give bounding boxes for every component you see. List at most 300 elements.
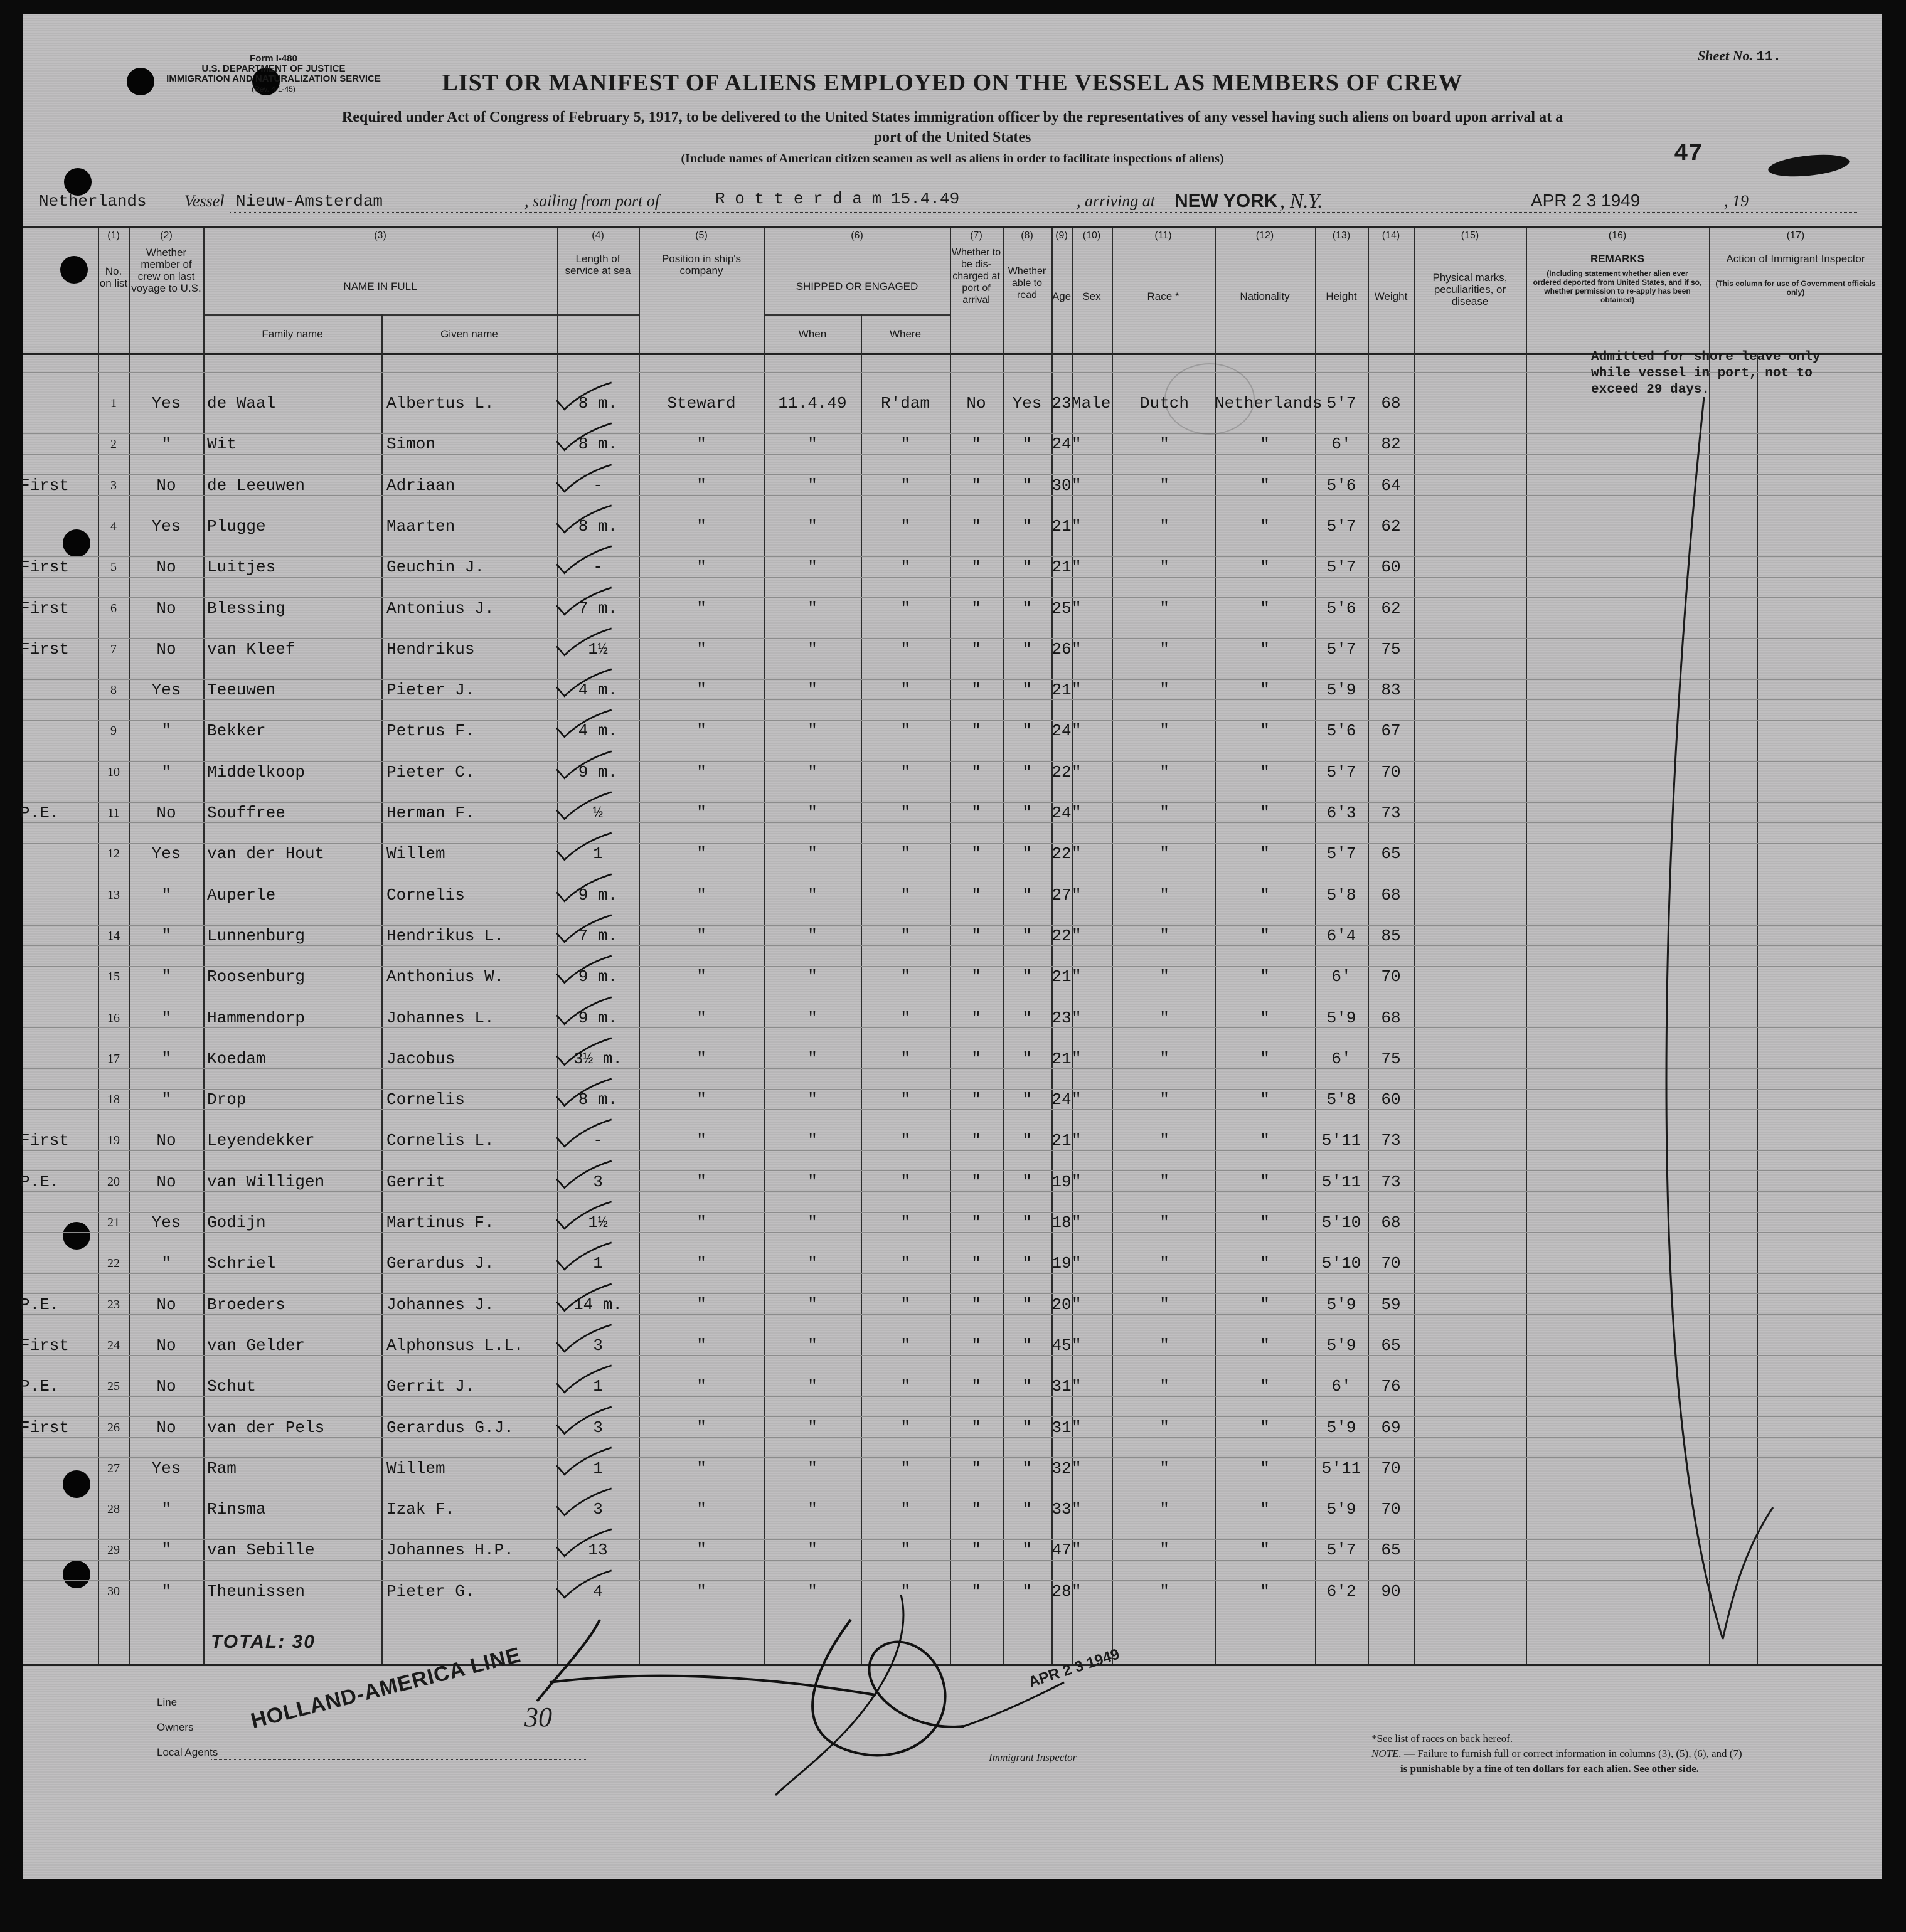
form-instruction: (Include names of American citizen seamen as well as aliens in order to facilitate inspections of aliens) — [681, 152, 1224, 166]
col-num: (10) — [1082, 230, 1101, 241]
cell-last: No — [156, 475, 176, 495]
cell-when: " — [807, 1090, 817, 1110]
cell-family: Teeuwen — [207, 681, 276, 700]
cell-service: - — [593, 558, 603, 577]
check-mark-icon — [550, 1241, 619, 1273]
cell-no: 14 — [107, 928, 120, 943]
ruled-line — [23, 1273, 1882, 1274]
cell-service: - — [593, 475, 603, 495]
cell-weight: 62 — [1381, 516, 1401, 536]
company-stamp: HOLLAND-AMERICA LINE — [248, 1643, 523, 1733]
cell-no: 5 — [110, 560, 117, 575]
check-mark-icon — [550, 1528, 619, 1559]
col-header-remarks-note: (Including statement whether alien ever ordered deported from United States, and if so, whether permission to re-apply has been obtained) — [1533, 269, 1702, 304]
cell-disch: " — [971, 639, 981, 659]
arriving-label: , arriving at — [1077, 192, 1155, 210]
cell-sex: " — [1072, 844, 1082, 864]
cell-disch: " — [971, 435, 981, 454]
cell-when: " — [807, 1049, 817, 1068]
cell-service: 8 m. — [578, 435, 618, 454]
cell-service: 4 m. — [578, 681, 618, 700]
cell-note: First — [20, 598, 70, 618]
ruled-line — [23, 577, 1882, 578]
cell-nat: " — [1260, 681, 1270, 700]
cell-nat: " — [1260, 1090, 1270, 1110]
cell-when: " — [807, 804, 817, 822]
cell-where: " — [900, 1008, 910, 1027]
cell-read: " — [1022, 681, 1032, 700]
cell-race: " — [1159, 598, 1169, 618]
cell-where: " — [900, 681, 910, 700]
cell-race: " — [1159, 1458, 1169, 1478]
cell-age: 23 — [1051, 1008, 1072, 1027]
cell-where: " — [900, 1458, 910, 1478]
cell-height: 5'11 — [1321, 1458, 1361, 1478]
handwritten-count: 30 — [524, 1702, 552, 1733]
cell-age: 47 — [1051, 1541, 1072, 1560]
ruled-line — [23, 1457, 1882, 1458]
arrival-port-handwritten: , N.Y. — [1280, 189, 1323, 212]
cell-position: " — [696, 1500, 706, 1519]
crew-table — [20, 226, 1882, 1666]
ruled-line — [23, 1170, 1882, 1171]
cell-age: 19 — [1051, 1254, 1072, 1273]
cell-last: " — [161, 1090, 171, 1110]
check-mark-icon — [550, 996, 619, 1027]
cell-height: 5'11 — [1321, 1131, 1361, 1150]
col-header-weight: Weight — [1374, 290, 1408, 302]
sheet-label: Sheet No. — [1698, 48, 1753, 63]
cell-weight: 76 — [1381, 1377, 1401, 1396]
cell-height: 5'9 — [1326, 681, 1356, 700]
cell-when: " — [807, 598, 817, 618]
cell-sex: " — [1072, 1295, 1082, 1314]
cell-last: Yes — [151, 394, 181, 413]
cell-nat: " — [1260, 1254, 1270, 1273]
cell-position: " — [696, 516, 706, 536]
cell-disch: No — [966, 394, 986, 413]
cell-service: 1 — [593, 1254, 603, 1273]
inspector-date-stamp: APR 2 3 1949 — [1026, 1645, 1122, 1691]
cell-weight: 68 — [1381, 1008, 1401, 1027]
ruled-line — [23, 1560, 1882, 1561]
cell-given: Gerardus G.J. — [386, 1418, 514, 1437]
cell-position: " — [696, 435, 706, 454]
cell-given: Johannes H.P. — [386, 1541, 514, 1560]
cell-when: " — [807, 967, 817, 987]
cell-weight: 70 — [1381, 762, 1401, 782]
cell-disch: " — [971, 844, 981, 864]
cell-position: " — [696, 1377, 706, 1396]
cell-given: Herman F. — [386, 804, 475, 822]
cell-age: 25 — [1051, 598, 1072, 618]
cell-where: " — [900, 1131, 910, 1150]
cell-disch: " — [971, 1541, 981, 1560]
cell-last: No — [156, 804, 176, 822]
cell-position: " — [696, 639, 706, 659]
cell-age: 28 — [1051, 1581, 1072, 1601]
cell-position: " — [696, 1541, 706, 1560]
cell-read: " — [1022, 844, 1032, 864]
cell-race: " — [1159, 967, 1169, 987]
cell-read: " — [1022, 516, 1032, 536]
cell-weight: 75 — [1381, 1049, 1401, 1068]
cell-family: Luitjes — [207, 558, 276, 577]
cell-nat: " — [1260, 1008, 1270, 1027]
cell-last: Yes — [151, 681, 181, 700]
check-mark-icon — [550, 1364, 619, 1396]
cell-read: " — [1022, 1581, 1032, 1601]
form-number: Form I-480 — [250, 53, 297, 64]
ruled-line — [23, 761, 1882, 762]
cell-read: " — [1022, 804, 1032, 822]
cell-race: " — [1159, 1295, 1169, 1314]
ruled-line — [23, 1580, 1882, 1581]
cell-disch: " — [971, 721, 981, 741]
cell-family: Ram — [207, 1458, 237, 1478]
cell-height: 6' — [1331, 1377, 1351, 1396]
cell-disch: " — [971, 762, 981, 782]
ruled-line — [23, 556, 1882, 557]
sheet-number: 11. — [1756, 49, 1782, 65]
cell-age: 27 — [1051, 885, 1072, 905]
name-subheader-rule — [203, 314, 639, 316]
cell-note: First — [20, 1418, 70, 1437]
cell-no: 15 — [107, 970, 120, 984]
cell-race: " — [1159, 1008, 1169, 1027]
cell-when: " — [807, 1458, 817, 1478]
cell-sex: " — [1072, 516, 1082, 536]
cell-given: Cornelis L. — [386, 1131, 494, 1150]
cell-race: " — [1159, 1335, 1169, 1355]
cell-given: Martinus F. — [386, 1213, 494, 1232]
cell-nat: Netherlands — [1215, 394, 1323, 413]
cell-where: " — [900, 475, 910, 495]
cell-position: " — [696, 844, 706, 864]
cell-no: 27 — [107, 1461, 120, 1475]
cell-no: 4 — [110, 519, 117, 533]
cell-age: 21 — [1051, 681, 1072, 700]
ruled-line — [23, 638, 1882, 639]
cell-when: " — [807, 1008, 817, 1027]
col-header-read: Whether able to read — [1008, 266, 1046, 300]
cell-disch: " — [971, 967, 981, 987]
cell-sex: " — [1072, 762, 1082, 782]
cell-nat: " — [1260, 721, 1270, 741]
cell-sex: " — [1072, 1335, 1082, 1355]
cell-age: 31 — [1051, 1418, 1072, 1437]
cell-service: 3½ m. — [573, 1049, 622, 1068]
cell-no: 8 — [110, 683, 117, 698]
cell-position: Steward — [667, 394, 736, 413]
cell-race: Dutch — [1139, 394, 1189, 413]
cell-height: 5'9 — [1326, 1335, 1356, 1355]
check-mark-icon — [550, 709, 619, 740]
cell-given: Alphonsus L.L. — [386, 1335, 524, 1355]
cell-given: Willem — [386, 1458, 445, 1478]
cell-no: 11 — [107, 806, 120, 820]
cell-given: Pieter C. — [386, 762, 475, 782]
cell-disch: " — [971, 1131, 981, 1150]
check-mark-icon — [550, 873, 619, 905]
total-line: TOTAL: 30 — [211, 1632, 316, 1652]
cell-when: " — [807, 1254, 817, 1273]
cell-disch: " — [971, 1090, 981, 1110]
cell-last: No — [156, 1377, 176, 1396]
cell-given: Izak F. — [386, 1500, 455, 1519]
cell-nat: " — [1260, 639, 1270, 659]
note-text: — Failure to furnish full or correct information in columns (3), (5), (6), and (7) — [1403, 1748, 1742, 1760]
cell-no: 12 — [107, 847, 120, 861]
cell-disch: " — [971, 475, 981, 495]
cell-service: 13 — [588, 1541, 608, 1560]
cell-height: 5'10 — [1321, 1213, 1361, 1232]
cell-age: 19 — [1051, 1172, 1072, 1191]
col-num: (4) — [592, 230, 604, 241]
cell-height: 6' — [1331, 1049, 1351, 1068]
cell-read: " — [1022, 926, 1032, 945]
col-num: (14) — [1382, 230, 1400, 241]
cell-service: 3 — [593, 1418, 603, 1437]
cell-no: 28 — [107, 1502, 120, 1517]
cell-note: P.E. — [20, 804, 60, 822]
col-num: (17) — [1786, 230, 1805, 241]
cell-service: 1 — [593, 1377, 603, 1396]
cell-position: " — [696, 804, 706, 822]
inspector-label: Immigrant Inspector — [989, 1751, 1077, 1763]
cell-disch: " — [971, 804, 981, 822]
cell-disch: " — [971, 926, 981, 945]
cell-read: " — [1022, 1418, 1032, 1437]
col-header-race: Race * — [1147, 290, 1179, 302]
cell-nat: " — [1260, 475, 1270, 495]
cell-disch: " — [971, 1172, 981, 1191]
cell-position: " — [696, 1008, 706, 1027]
ruled-line — [23, 679, 1882, 680]
cell-disch: " — [971, 681, 981, 700]
sailing-date: 15.4.49 — [891, 189, 960, 208]
check-mark-icon — [550, 1283, 619, 1314]
cell-disch: " — [971, 1377, 981, 1396]
cell-age: 21 — [1051, 967, 1072, 987]
cell-read: " — [1022, 558, 1032, 577]
cell-given: Jacobus — [386, 1049, 455, 1068]
line-label: Line — [157, 1696, 178, 1708]
cell-race: " — [1159, 844, 1169, 864]
cell-where: " — [900, 1090, 910, 1110]
cell-last: No — [156, 558, 176, 577]
cell-nat: " — [1260, 1335, 1270, 1355]
cell-read: " — [1022, 1335, 1032, 1355]
cell-race: " — [1159, 721, 1169, 741]
cell-age: 24 — [1051, 721, 1072, 741]
cell-height: 5'8 — [1326, 885, 1356, 905]
cell-sex: " — [1072, 1581, 1082, 1601]
cell-read: " — [1022, 1254, 1032, 1273]
cell-note: First — [20, 1335, 70, 1355]
cell-given: Willem — [386, 844, 445, 864]
cell-position: " — [696, 885, 706, 905]
check-mark-icon — [550, 832, 619, 863]
cell-nat: " — [1260, 1049, 1270, 1068]
cell-race: " — [1159, 1581, 1169, 1601]
cell-read: " — [1022, 721, 1032, 741]
cell-height: 6'4 — [1326, 926, 1356, 945]
cell-sex: " — [1072, 1418, 1082, 1437]
cell-age: 33 — [1051, 1500, 1072, 1519]
ruled-line — [23, 495, 1882, 496]
form-service: IMMIGRATION AND NATURALIZATION SERVICE — [166, 73, 381, 84]
cell-weight: 64 — [1381, 475, 1401, 495]
year-label: , 19 — [1724, 192, 1749, 210]
check-mark-icon — [550, 914, 619, 945]
cell-no: 3 — [110, 478, 117, 492]
cell-read: " — [1022, 1090, 1032, 1110]
cell-service: 1 — [593, 844, 603, 864]
cell-note: First — [20, 475, 70, 495]
cell-when: " — [807, 1581, 817, 1601]
check-mark-icon — [550, 668, 619, 699]
cell-height: 5'8 — [1326, 1090, 1356, 1110]
cell-height: 5'9 — [1326, 1295, 1356, 1314]
col-num: (13) — [1332, 230, 1351, 241]
cell-where: R'dam — [880, 394, 930, 413]
ruled-line — [23, 1539, 1882, 1540]
cell-sex: " — [1072, 639, 1082, 659]
cell-last: Yes — [151, 1213, 181, 1232]
cell-when: " — [807, 1541, 817, 1560]
cell-position: " — [696, 926, 706, 945]
cell-given: Pieter J. — [386, 681, 475, 700]
arrival-date-stamp: APR 2 3 1949 — [1531, 191, 1641, 210]
cell-last: " — [161, 435, 171, 454]
cell-no: 23 — [107, 1297, 120, 1312]
cell-family: Blessing — [207, 598, 285, 618]
col-header-name: NAME IN FULL — [343, 280, 417, 292]
cell-sex: " — [1072, 1172, 1082, 1191]
sailing-port: R o t t e r d a m — [715, 189, 882, 208]
cell-race: " — [1159, 1213, 1169, 1232]
col-num: (2) — [160, 230, 173, 241]
cell-no: 18 — [107, 1093, 120, 1107]
cell-family: Lunnenburg — [207, 926, 306, 945]
cell-height: 6'2 — [1326, 1581, 1356, 1601]
cell-no: 19 — [107, 1133, 120, 1148]
cell-no: 20 — [107, 1174, 120, 1189]
cell-family: Hammendorp — [207, 1008, 306, 1027]
cell-sex: " — [1072, 1500, 1082, 1519]
col-num: (15) — [1461, 230, 1479, 241]
cell-read: " — [1022, 598, 1032, 618]
cell-sex: " — [1072, 598, 1082, 618]
cell-age: 32 — [1051, 1458, 1072, 1478]
cell-no: 13 — [107, 888, 120, 902]
cell-position: " — [696, 1131, 706, 1150]
cell-service: 1½ — [588, 1213, 608, 1232]
cell-age: 22 — [1051, 844, 1072, 864]
cell-sex: " — [1072, 926, 1082, 945]
check-mark-icon — [550, 1078, 619, 1109]
cell-when: " — [807, 1213, 817, 1232]
vessel-label: Vessel — [184, 192, 225, 210]
cell-race: " — [1159, 681, 1169, 700]
cell-position: " — [696, 681, 706, 700]
cell-when: " — [807, 885, 817, 905]
cell-weight: 65 — [1381, 1335, 1401, 1355]
cell-weight: 83 — [1381, 681, 1401, 700]
cell-height: 5'9 — [1326, 1500, 1356, 1519]
cell-family: Leyendekker — [207, 1131, 315, 1150]
cell-read: " — [1022, 1172, 1032, 1191]
cell-read: " — [1022, 1131, 1032, 1150]
check-mark-icon — [550, 586, 619, 618]
cell-height: 5'6 — [1326, 721, 1356, 741]
cell-race: " — [1159, 1377, 1169, 1396]
check-mark-icon — [550, 1324, 619, 1355]
cell-height: 5'11 — [1321, 1172, 1361, 1191]
cell-weight: 62 — [1381, 598, 1401, 618]
cell-weight: 59 — [1381, 1295, 1401, 1314]
ruled-line — [23, 1355, 1882, 1356]
cell-when: " — [807, 639, 817, 659]
ruled-line — [23, 433, 1882, 434]
cell-read: Yes — [1012, 394, 1042, 413]
ruled-line — [23, 1150, 1882, 1151]
ruled-line — [23, 699, 1882, 700]
cell-last: " — [161, 721, 171, 741]
cell-service: 7 m. — [578, 926, 618, 945]
cell-read: " — [1022, 1500, 1032, 1519]
col-header-action: Action of Immigrant Inspector — [1726, 253, 1865, 265]
cell-race: " — [1159, 558, 1169, 577]
cell-race: " — [1159, 885, 1169, 905]
ruled-line — [23, 1089, 1882, 1090]
cell-family: Broeders — [207, 1295, 285, 1314]
cell-given: Hendrikus L. — [386, 926, 504, 945]
col-header-nationality: Nationality — [1240, 290, 1290, 302]
arrival-port: NEW YORK — [1174, 191, 1278, 211]
cell-age: 21 — [1051, 516, 1072, 536]
cell-when: " — [807, 844, 817, 864]
local-agents-label: Local Agents — [157, 1746, 218, 1758]
vessel-name: Nieuw-Amsterdam — [236, 192, 383, 211]
cell-nat: " — [1260, 1131, 1270, 1150]
ruled-line — [23, 597, 1882, 598]
cell-where: " — [900, 967, 910, 987]
cell-disch: " — [971, 885, 981, 905]
cell-where: " — [900, 762, 910, 782]
cell-where: " — [900, 1172, 910, 1191]
cell-nat: " — [1260, 1581, 1270, 1601]
cell-family: Bekker — [207, 721, 266, 741]
cell-race: " — [1159, 435, 1169, 454]
cell-age: 30 — [1051, 475, 1072, 495]
cell-service: 9 m. — [578, 1008, 618, 1027]
cell-nat: " — [1260, 1172, 1270, 1191]
cell-last: Yes — [151, 516, 181, 536]
cell-service: 8 m. — [578, 516, 618, 536]
cell-position: " — [696, 1172, 706, 1191]
cell-note: P.E. — [20, 1295, 60, 1314]
cell-note: P.E. — [20, 1172, 60, 1191]
cell-age: 18 — [1051, 1213, 1072, 1232]
cell-weight: 70 — [1381, 1254, 1401, 1273]
cell-sex: " — [1072, 1131, 1082, 1150]
cell-last: " — [161, 1541, 171, 1560]
page-mark: 47 — [1674, 141, 1703, 167]
cell-read: " — [1022, 1458, 1032, 1478]
cell-nat: " — [1260, 1213, 1270, 1232]
